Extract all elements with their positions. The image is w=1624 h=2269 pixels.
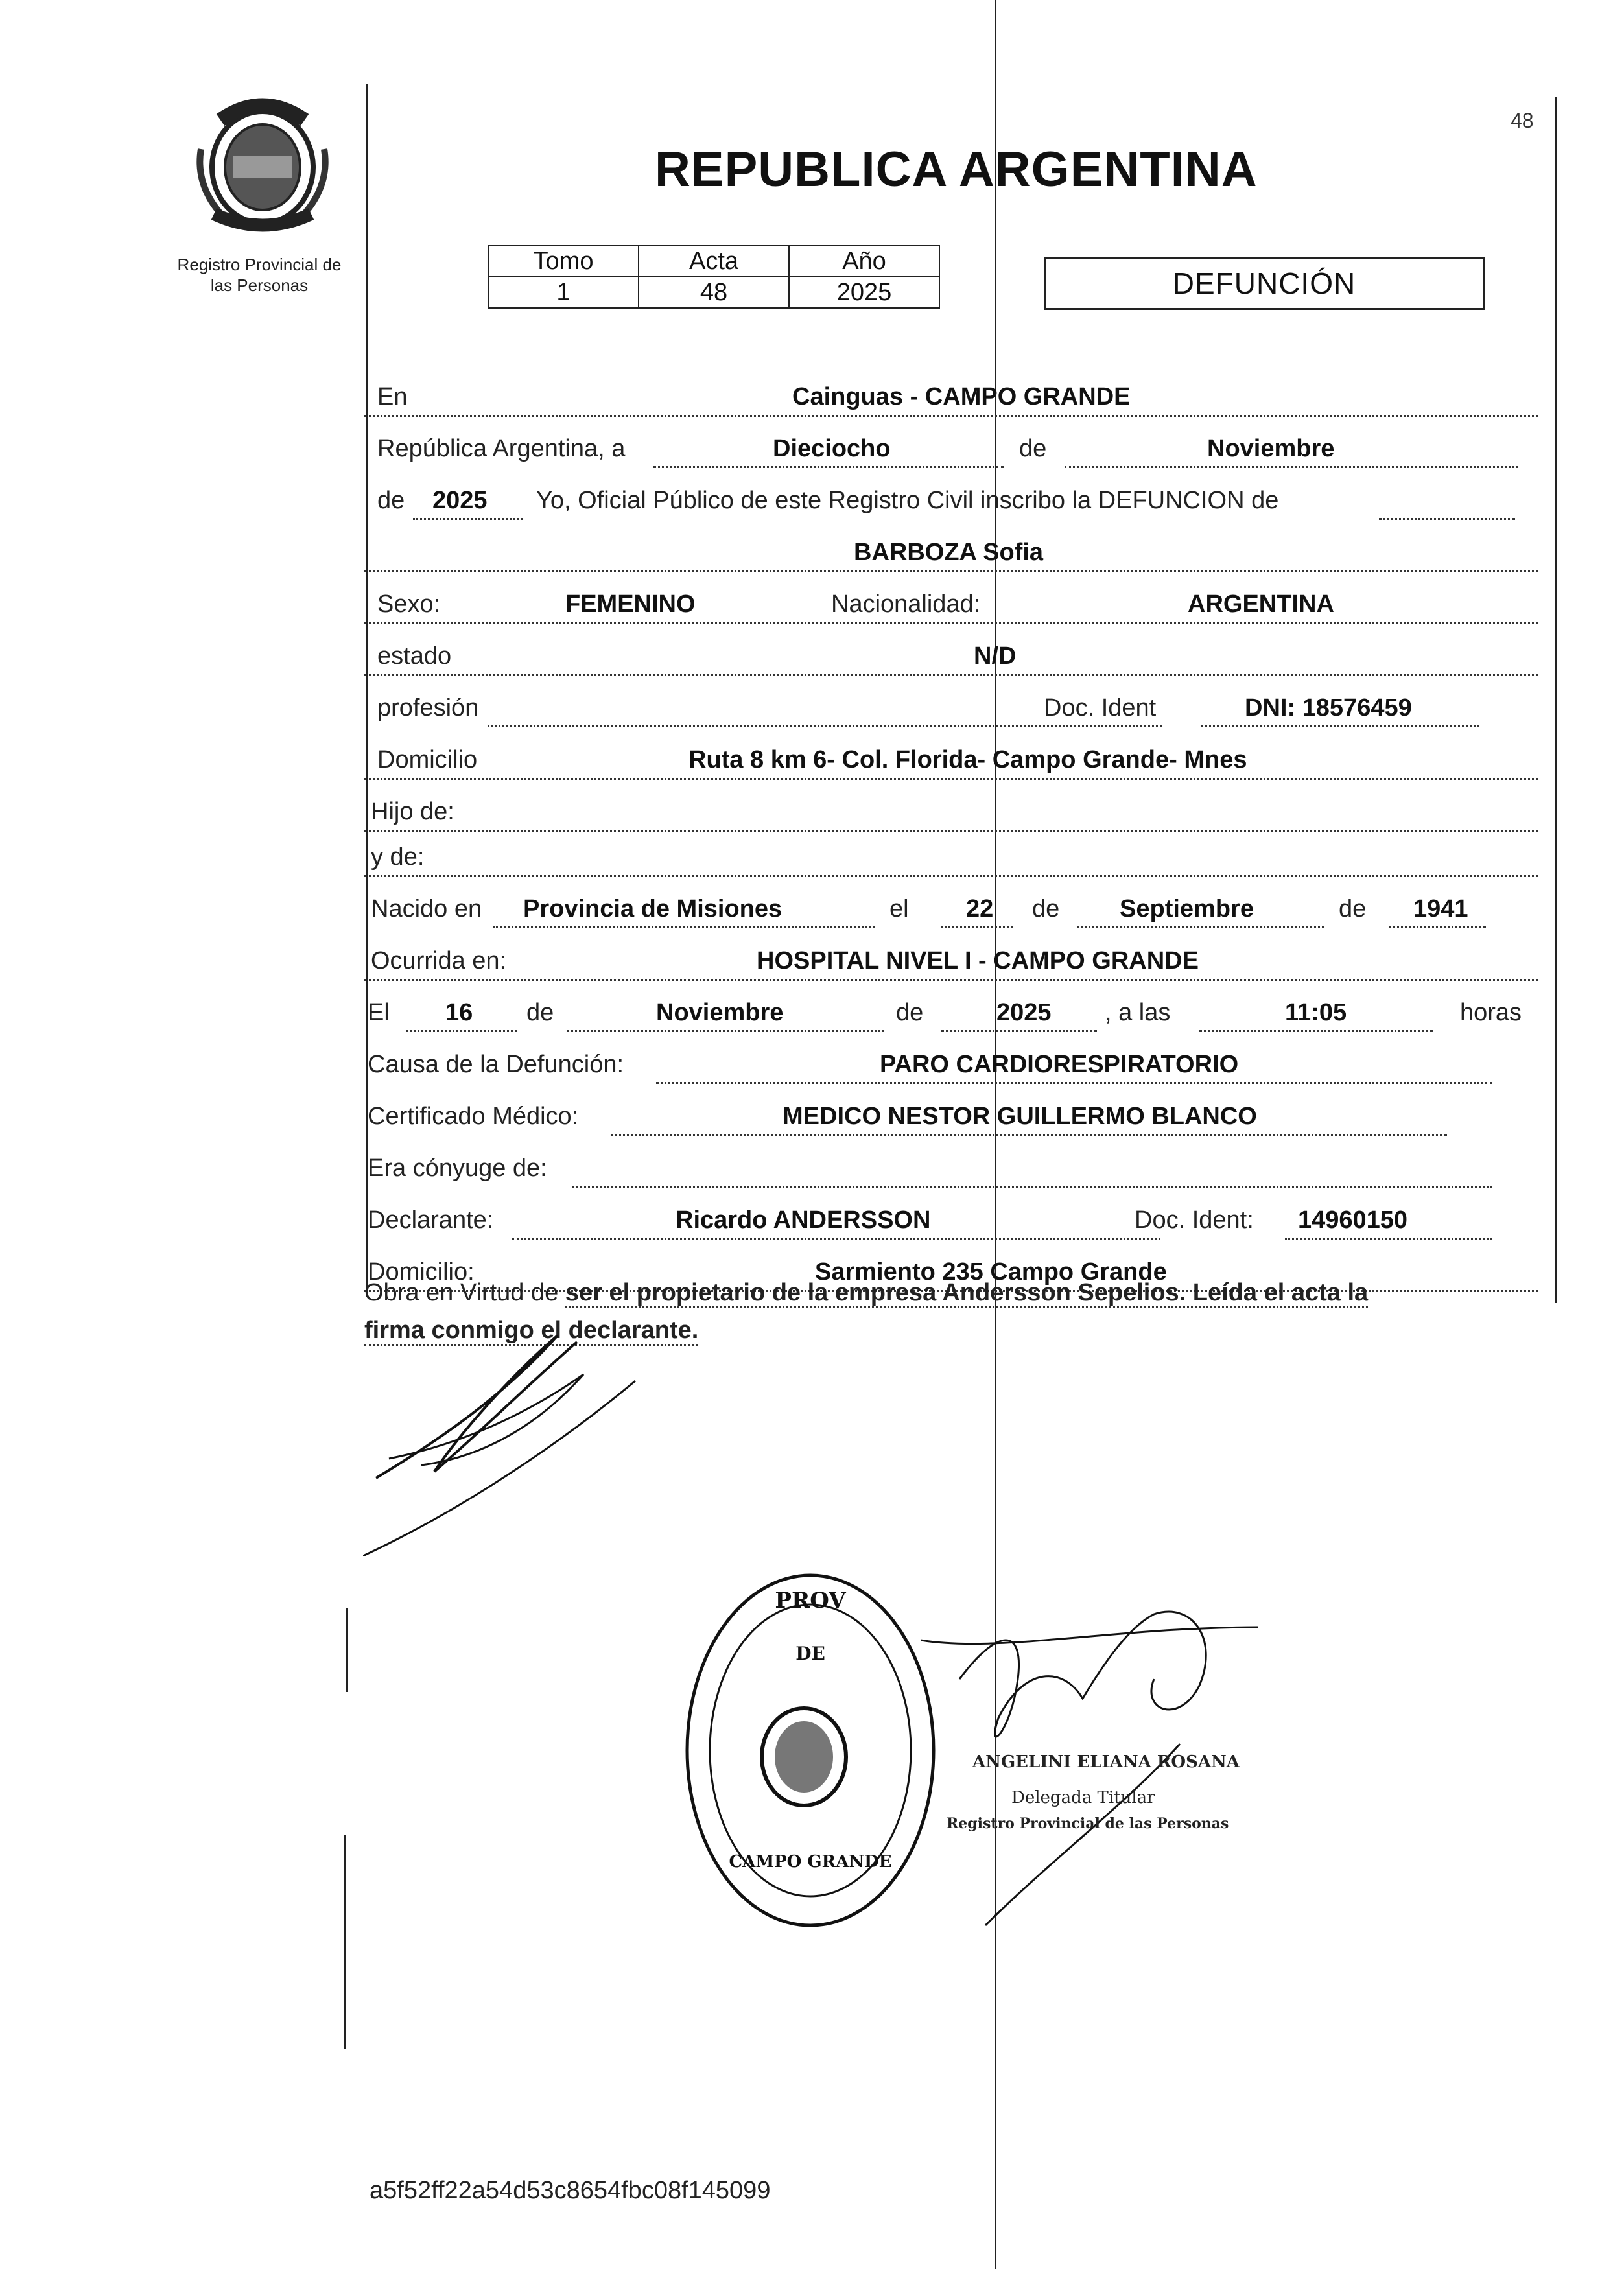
row-conyuge <box>364 1134 1538 1186</box>
value-tomo: 1 <box>488 277 639 308</box>
nacido-label: Nacido en <box>371 895 482 923</box>
row-nacido <box>364 875 1538 927</box>
cert-label: Certificado Médico: <box>368 1103 579 1130</box>
conyuge-label: Era cónyuge de: <box>368 1155 547 1182</box>
decl-doc-value: 14960150 <box>1298 1206 1408 1234</box>
fal-de2: de <box>896 999 924 1026</box>
svg-text:DE: DE <box>795 1643 825 1664</box>
causa-value: PARO CARDIORESPIRATORIO <box>880 1051 1239 1078</box>
table-value-row <box>488 277 939 308</box>
obra-text1: ser el propietario de la empresa Andersson Sepelios. Leída el acta la <box>565 1279 1368 1308</box>
profesion-label: profesión <box>377 694 479 722</box>
header-acta: Acta <box>639 246 789 277</box>
domicilio-value: Ruta 8 km 6- Col. Florida- Campo Grande- Mnes <box>688 746 1247 773</box>
row-ocurrida <box>364 927 1538 981</box>
page-number: 48 <box>1511 109 1534 132</box>
fal-hora: 11:05 <box>1285 999 1347 1026</box>
horas-label: horas <box>1460 999 1522 1026</box>
left-border-rule-lower <box>346 1608 348 1692</box>
nac-dia: 22 <box>966 895 994 923</box>
row-fecha <box>364 415 1538 467</box>
fal-mes: Noviembre <box>656 999 784 1026</box>
row-nombre <box>364 519 1538 572</box>
row-domicilio <box>364 726 1538 780</box>
sexo-value: FEMENINO <box>565 591 696 618</box>
en-value: Cainguas - CAMPO GRANDE <box>792 383 1131 410</box>
document-title: REPUBLICA ARGENTINA <box>655 142 1258 197</box>
svg-text:CAMPO GRANDE: CAMPO GRANDE <box>729 1852 892 1872</box>
estado-label: estado <box>377 642 452 670</box>
nacionalidad-value: ARGENTINA <box>1188 591 1334 618</box>
dia-value: Dieciocho <box>773 435 891 462</box>
acta-type-box: DEFUNCIÓN <box>1044 257 1485 310</box>
row-causa <box>364 1031 1538 1083</box>
row-fallecimiento <box>364 979 1538 1031</box>
decl-doc-label: Doc. Ident: <box>1135 1206 1254 1234</box>
declarante-value: Ricardo ANDERSSON <box>676 1206 931 1234</box>
header-tomo: Tomo <box>488 246 639 277</box>
official-name: ANGELINI ELIANA ROSANA <box>972 1752 1240 1772</box>
mes-value: Noviembre <box>1207 435 1335 462</box>
docident-label: Doc. Ident <box>1044 694 1157 722</box>
de2-label: de <box>377 487 405 514</box>
domicilio-label: Domicilio <box>377 746 478 773</box>
domicilio2-label: Domicilio: <box>368 1258 475 1286</box>
fal-anio: 2025 <box>996 999 1052 1026</box>
row-certificado <box>364 1083 1538 1134</box>
hijo-label: Hijo de: <box>371 798 454 825</box>
obra-text2: firma conmigo el declarante. <box>364 1317 698 1346</box>
row-en <box>364 363 1538 417</box>
left-border-rule-lower2 <box>344 1835 346 2049</box>
republica-label: República Argentina, a <box>377 435 626 462</box>
row-yo <box>364 467 1538 519</box>
yo-text: Yo, Oficial Público de este Registro Civil inscribo la DEFUNCION de <box>536 487 1279 514</box>
alas-label: , a las <box>1105 999 1171 1026</box>
row-declarante <box>364 1186 1538 1238</box>
tomo-acta-anio-table <box>488 245 940 309</box>
registro-line2: las Personas <box>210 276 309 295</box>
ocurrida-label: Ocurrida en: <box>371 947 507 974</box>
el-label: el <box>889 895 909 923</box>
nacionalidad-label: Nacionalidad: <box>831 591 981 618</box>
fal-dia: 16 <box>445 999 473 1026</box>
document-hash: a5f52ff22a54d53c8654fbc08f145099 <box>370 2177 771 2204</box>
registro-line1: Registro Provincial de <box>177 255 342 274</box>
en-label: En <box>377 383 408 410</box>
nacido-value: Provincia de Misiones <box>523 895 783 923</box>
fal-de1: de <box>526 999 554 1026</box>
nac-mes: Septiembre <box>1120 895 1254 923</box>
declarant-signature-icon <box>363 1323 726 1556</box>
anio-value: 2025 <box>432 487 488 514</box>
nac-anio: 1941 <box>1413 895 1468 923</box>
nombre-value: BARBOZA Sofia <box>854 539 1044 566</box>
official-organization: Registro Provincial de las Personas <box>947 1815 1229 1832</box>
right-border-rule <box>1555 97 1557 1303</box>
row-estado <box>364 622 1538 676</box>
registro-provincial-label <box>143 254 376 296</box>
row-sexo <box>364 570 1538 624</box>
misiones-crest-icon <box>188 91 337 240</box>
cert-value: MEDICO NESTOR GUILLERMO BLANCO <box>783 1103 1257 1130</box>
estado-value: N/D <box>974 642 1017 670</box>
sexo-label: Sexo: <box>377 591 441 618</box>
row-profesion <box>364 674 1538 726</box>
ocurrida-value: HOSPITAL NIVEL I - CAMPO GRANDE <box>757 947 1199 974</box>
value-anio: 2025 <box>789 277 939 308</box>
declarante-label: Declarante: <box>368 1206 494 1234</box>
docident-value: DNI: 18576459 <box>1245 694 1412 722</box>
domicilio2-value: Sarmiento 235 Campo Grande <box>815 1258 1167 1286</box>
obra-prefix: Obra en Virtud de <box>364 1279 559 1306</box>
official-role: Delegada Titular <box>1011 1788 1155 1807</box>
header-anio: Año <box>789 246 939 277</box>
table-header-row <box>488 246 939 277</box>
causa-label: Causa de la Defunción: <box>368 1051 624 1078</box>
official-stamp-icon <box>668 1562 953 1938</box>
nac-de1: de <box>1032 895 1060 923</box>
svg-text:PROV: PROV <box>775 1588 846 1614</box>
value-acta: 48 <box>639 277 789 308</box>
el2-label: El <box>368 999 390 1026</box>
nac-de2: de <box>1339 895 1367 923</box>
yde-label: y de: <box>371 843 425 871</box>
de1-label: de <box>1019 435 1047 462</box>
row-yde <box>364 823 1538 877</box>
